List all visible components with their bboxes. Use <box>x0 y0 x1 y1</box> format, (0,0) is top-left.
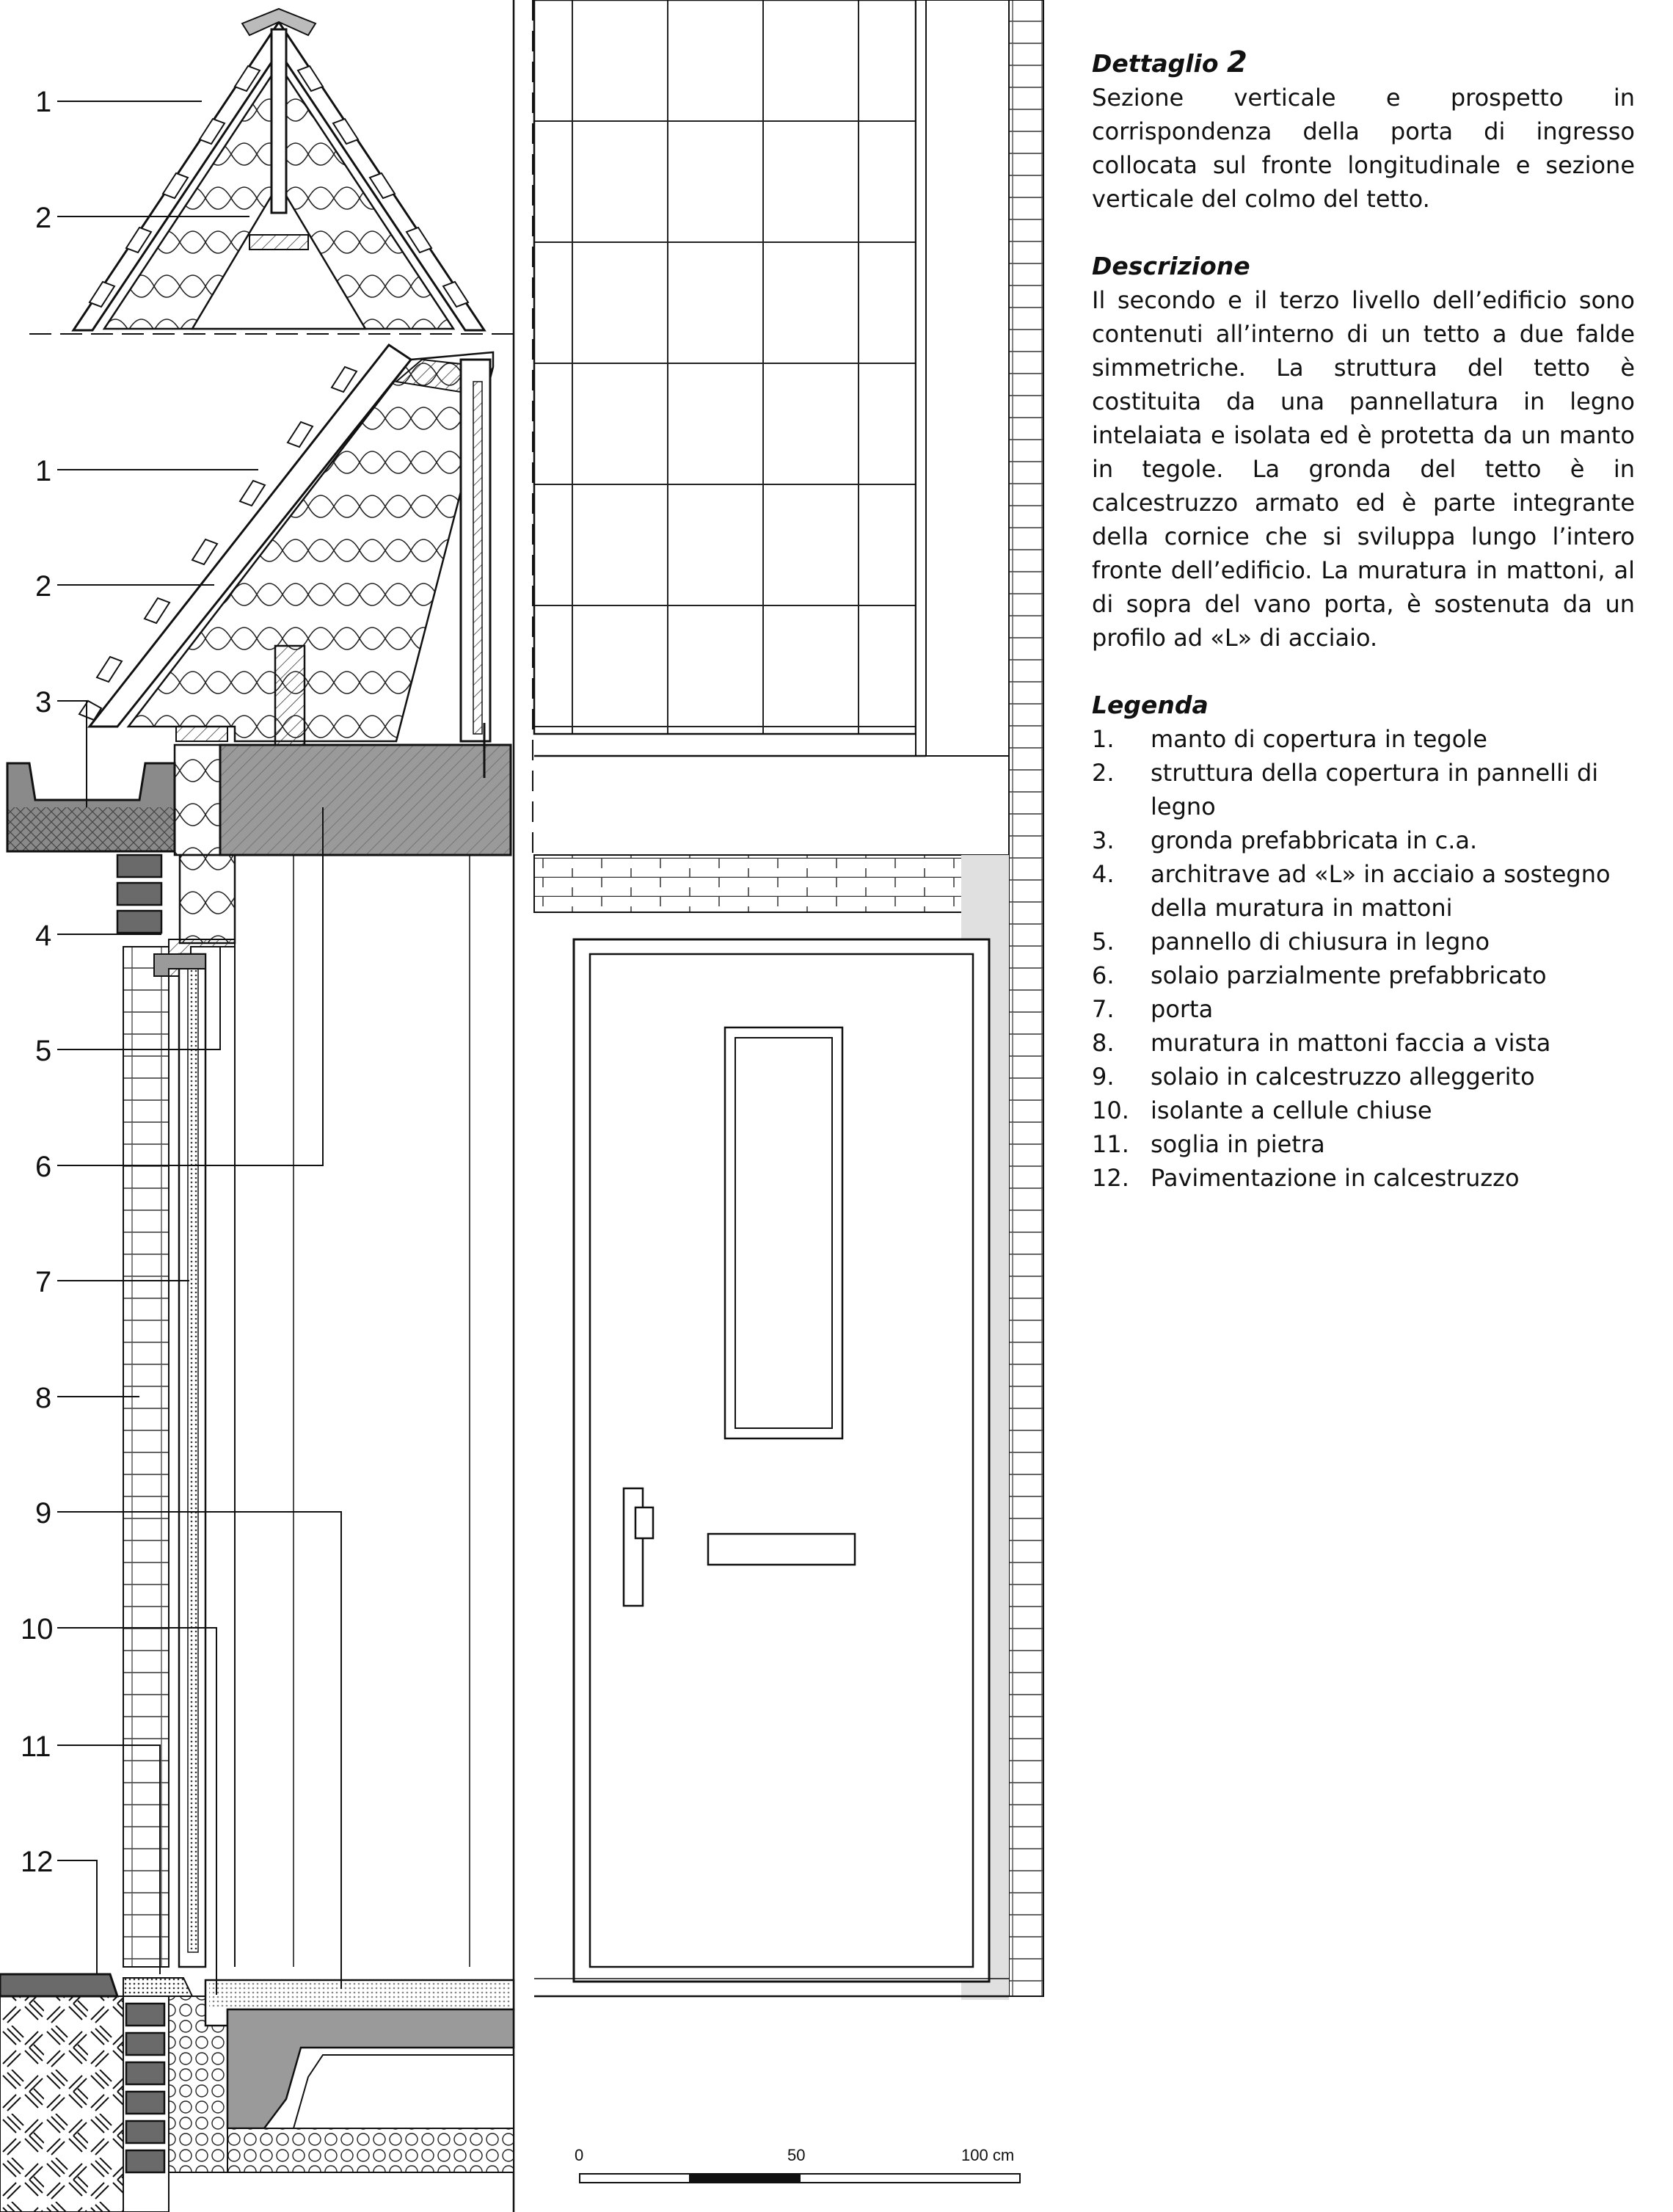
callout-label: 4 <box>35 920 52 952</box>
legend-item-number: 2. <box>1092 759 1115 787</box>
detail-title-number: 2 <box>1227 46 1247 79</box>
description-text: Il secondo e il terzo livello dell’edificio sono contenuti all’interno di un tetto a due falde simmetriche. La struttura del tetto è costituita da una pannellatura in legno intelaiata e isolata ed è protetta da un manto in tegole. La gronda del tetto è in calcestruzzo armato ed è parte integrante della cornice che si sviluppa lungo l’intero fronte dell’edificio. La muratura in mattoni, al di sopra del vano porta, è sostenuta da un profilo ad «L» di acciaio. <box>1092 286 1635 652</box>
legend-item <box>1092 958 1635 992</box>
legend-item-text: soglia in pietra <box>1151 1130 1325 1158</box>
legend-item <box>1092 722 1635 756</box>
callout-label: 1 <box>35 455 52 487</box>
legend-item <box>1092 857 1635 925</box>
legend-block <box>1092 688 1635 1195</box>
legend-item <box>1092 1161 1635 1195</box>
callout-label: 2 <box>35 202 52 234</box>
legend-item-text: Pavimentazione in calcestruzzo <box>1151 1164 1520 1192</box>
legend-item-text: struttura della copertura in pannelli di legno <box>1151 759 1599 821</box>
floor-ground-section <box>0 1974 514 2212</box>
scale-bar <box>575 2146 1020 2183</box>
legend-item <box>1092 992 1635 1026</box>
scale-tick-label: 0 <box>575 2146 584 2164</box>
description-block <box>1092 250 1635 655</box>
legend-item-number: 5. <box>1092 928 1115 956</box>
legend-item-text: isolante a cellule chiuse <box>1151 1096 1432 1124</box>
scale-tick-label: 100 cm <box>961 2146 1015 2164</box>
legend-item <box>1092 925 1635 958</box>
detail-intro-text: Sezione verticale e prospetto in corrispondenza della porta di ingresso collocata sul fronte longitudinale e sezione verticale del colmo del tetto. <box>1092 84 1635 213</box>
wall-door-section <box>123 0 514 2212</box>
detail-intro-block <box>1092 46 1635 216</box>
legend-item <box>1092 1094 1635 1127</box>
callout-label: 8 <box>35 1382 52 1414</box>
callout-label: 9 <box>35 1497 52 1529</box>
legend-item-text: muratura in mattoni faccia a vista <box>1151 1029 1551 1057</box>
callout-label: 11 <box>21 1731 51 1763</box>
legend-item-number: 8. <box>1092 1029 1115 1057</box>
legend-item-number: 4. <box>1092 860 1115 888</box>
legend-item <box>1092 756 1635 823</box>
legend-item-number: 1. <box>1092 725 1115 753</box>
legend-item-number: 7. <box>1092 995 1115 1023</box>
legend-item-text: architrave ad «L» in acciaio a sostegno della muratura in mattoni <box>1151 860 1611 922</box>
legend-item-text: porta <box>1151 995 1214 1023</box>
detail-title <box>1092 46 1635 81</box>
text-panel <box>1092 46 1635 1229</box>
legend-item-number: 10. <box>1092 1096 1129 1124</box>
legend-item <box>1092 1127 1635 1161</box>
callout-label: 2 <box>35 570 52 603</box>
roof-eaves-section <box>7 345 511 976</box>
legend-item-number: 9. <box>1092 1063 1115 1091</box>
legend-item <box>1092 1026 1635 1060</box>
legend-item-text: gronda prefabbricata in c.a. <box>1151 826 1478 854</box>
description-heading: Descrizione <box>1092 252 1250 280</box>
legend-item-text: solaio in calcestruzzo alleggerito <box>1151 1063 1535 1091</box>
legend-item-number: 6. <box>1092 961 1115 989</box>
legend-list <box>1092 722 1635 1195</box>
roof-ridge-section <box>29 9 514 334</box>
callout-label: 3 <box>35 686 52 718</box>
legend-item <box>1092 1060 1635 1094</box>
legend-item-text: manto di copertura in tegole <box>1151 725 1487 753</box>
legend-heading: Legenda <box>1092 691 1209 719</box>
legend-item-text: pannello di chiusura in legno <box>1151 928 1490 956</box>
legend-item-text: solaio parzialmente prefabbricato <box>1151 961 1547 989</box>
legend-item-number: 3. <box>1092 826 1115 854</box>
legend-item-number: 11. <box>1092 1130 1129 1158</box>
detail-title-prefix: Dettaglio <box>1092 49 1219 78</box>
callout-label: 5 <box>35 1035 52 1067</box>
legend-item <box>1092 823 1635 857</box>
callout-label: 1 <box>35 86 52 118</box>
facade-elevation <box>533 0 1043 2000</box>
callout-label: 10 <box>21 1613 54 1645</box>
scale-tick-label: 50 <box>787 2146 806 2164</box>
callout-label: 7 <box>35 1266 52 1298</box>
callout-label: 6 <box>35 1151 52 1183</box>
legend-item-number: 12. <box>1092 1164 1129 1192</box>
callout-label: 12 <box>21 1846 54 1878</box>
